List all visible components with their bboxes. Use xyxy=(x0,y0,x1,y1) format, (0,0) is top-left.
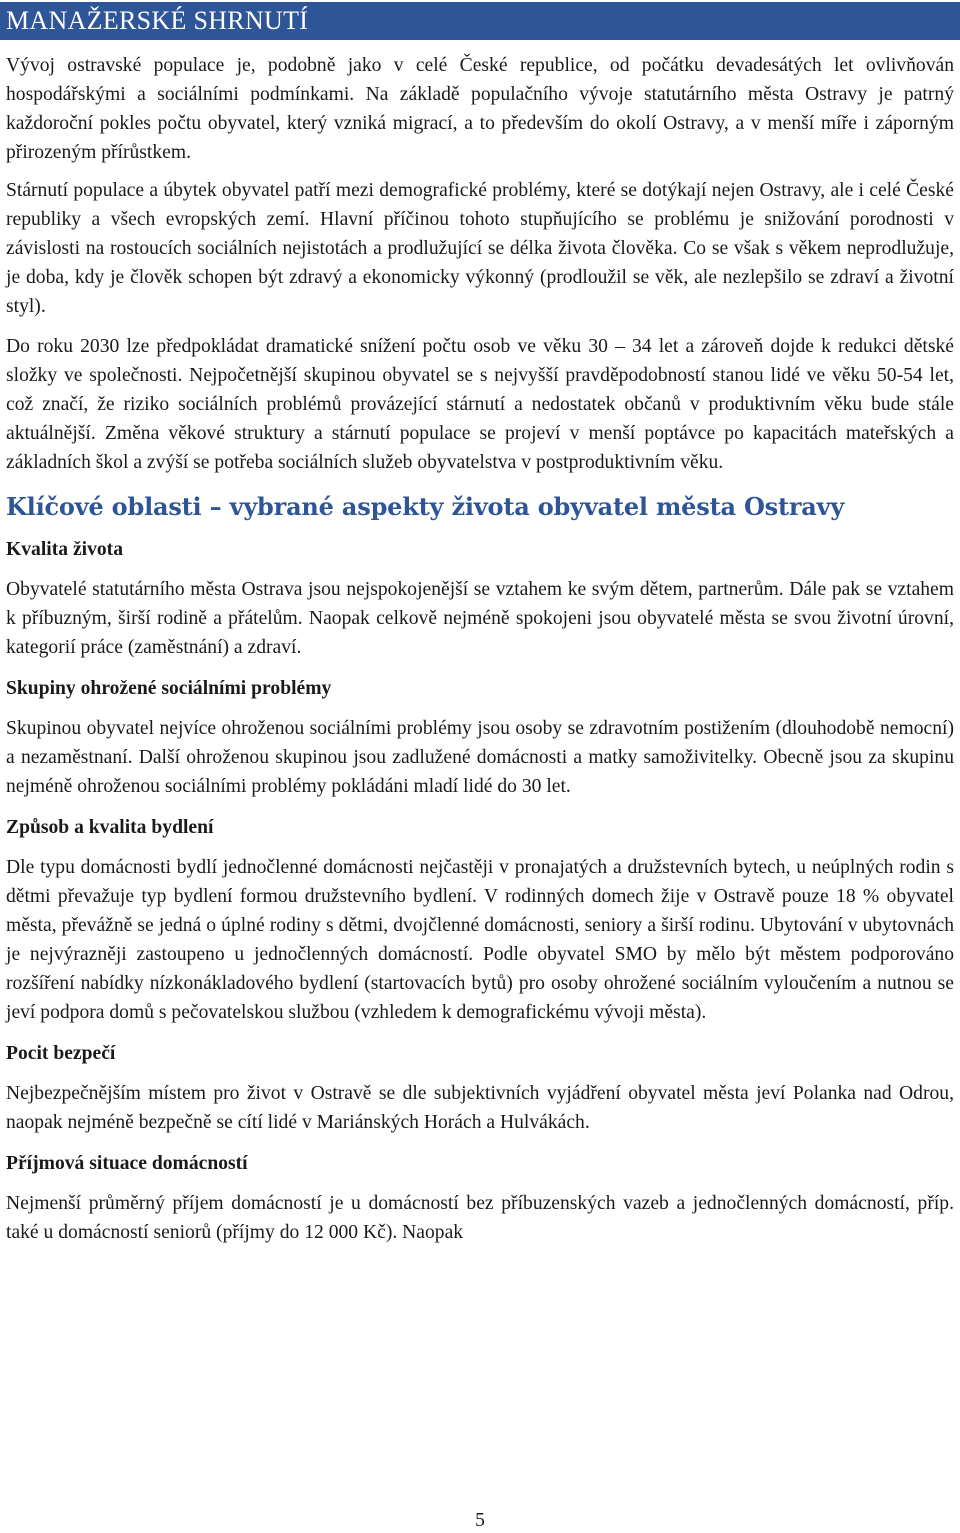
section-text-at-risk-groups: Skupinou obyvatel nejvíce ohroženou sociálními problémy jsou osoby se zdravotním postižením (dlouhodobě nemocní) a nezaměstnaní. Další ohroženou skupinou jsou zadlužené domácnosti a matky samoživitelky. Obecně jsou za skupinu nejméně ohroženou sociálními problémy pokládáni mladí lidé do 30 let. xyxy=(6,718,954,797)
section-heading-income: Příjmová situace domácností xyxy=(6,1153,248,1174)
section-heading-housing: Způsob a kvalita bydlení xyxy=(6,817,214,838)
intro-paragraph-3: Do roku 2030 lze předpokládat dramatické snížení počtu osob ve věku 30 – 34 let a zároveň dojde k redukci dětské složky ve společnosti. Nejpočetnější skupinou obyvatel se s nejvyšší pravděpodobností stanou lidé ve věku 50-54 let, což značí, že riziko sociálních problémů provázející stárnutí a nedostatek občanů v produktivním věku bude stále aktuálnější. Změna věkové struktury a stárnutí populace se projeví v menší poptávce po kapacitách mateřských a základních škol a zvýší se potřeba sociálních služeb obyvatelstva v postproduktivním věku. xyxy=(6,336,954,473)
page-content xyxy=(6,51,954,1247)
section-heading-quality-of-life: Kvalita života xyxy=(6,539,123,560)
intro-paragraph-1: Vývoj ostravské populace je, podobně jako v celé České republice, od počátku devadesátých let ovlivňován hospodářskými a sociálními podmínkami. Na základě populačního vývoje statutárního města Ostravy je patrný každoroční pokles počtu obyvatel, který vzniká migrací, a to především do okolí Ostravy, a v menší míře i záporným přirozeným přírůstkem. xyxy=(6,55,954,163)
section-text-housing: Dle typu domácnosti bydlí jednočlenné domácnosti nejčastěji v pronajatých a družstevních bytech, u neúplných rodin s dětmi převažuje typ bydlení formou družstevního bydlení. V rodinných domech žije v Ostravě pouze 18 % obyvatel města, převážně se jedná o úplné rodiny s dětmi, dvojčlenné domácnosti, seniory a širší rodinu. Ubytování v ubytovnách je nejvýrazněji zastoupeno u jednočlenných domácností. Podle obyvatel SMO by mělo být městem podporováno rozšíření nabídky nízkonákladového bydlení (startovacích bytů) pro osoby ohrožené sociálním vyloučením a nutnou se jeví podpora domů s pečovatelskou službou (vzhledem k demografickému vývoji města). xyxy=(6,857,954,1023)
section-heading-at-risk-groups: Skupiny ohrožené sociálními problémy xyxy=(6,678,332,699)
section-title-banner: MANAŽERSKÉ SHRNUTÍ xyxy=(0,2,960,40)
key-areas-heading: Klíčové oblasti – vybrané aspekty života obyvatel města Ostravy xyxy=(6,492,845,521)
section-text-safety: Nejbezpečnějším místem pro život v Ostravě se dle subjektivních vyjádření obyvatel města jeví Polanka nad Odrou, naopak nejméně bezpečně se cítí lidé v Mariánských Horách a Hulvákách. xyxy=(6,1083,954,1133)
section-text-quality-of-life: Obyvatelé statutárního města Ostrava jsou nejspokojenější se vztahem ke svým dětem, partnerům. Dále pak se vztahem k příbuzným, širší rodině a přátelům. Naopak celkově nejméně spokojeni jsou obyvatelé města se svou životní úrovní, kategorií práce (zaměstnání) a zdraví. xyxy=(6,579,954,658)
section-heading-safety: Pocit bezpečí xyxy=(6,1043,116,1064)
intro-paragraph-2: Stárnutí populace a úbytek obyvatel patří mezi demografické problémy, které se dotýkají nejen Ostravy, ale i celé České republiky a všech evropských zemí. Hlavní příčinou tohoto stupňujícího se problému je snižování porodnosti v závislosti na rostoucích sociálních nejistotách a prodlužující se délka života člověka. Co se však s věkem neprodlužuje, je doba, kdy je člověk schopen být zdravý a ekonomicky výkonný (prodloužil se věk, ale nezlepšilo se zdraví a životní styl). xyxy=(6,180,954,317)
section-text-income: Nejmenší průměrný příjem domácností je u domácností bez příbuzenských vazeb a jednočlenných domácností, příp. také u domácností seniorů (příjmy do 12 000 Kč). Naopak xyxy=(6,1193,954,1243)
page-number: 5 xyxy=(475,1510,485,1531)
